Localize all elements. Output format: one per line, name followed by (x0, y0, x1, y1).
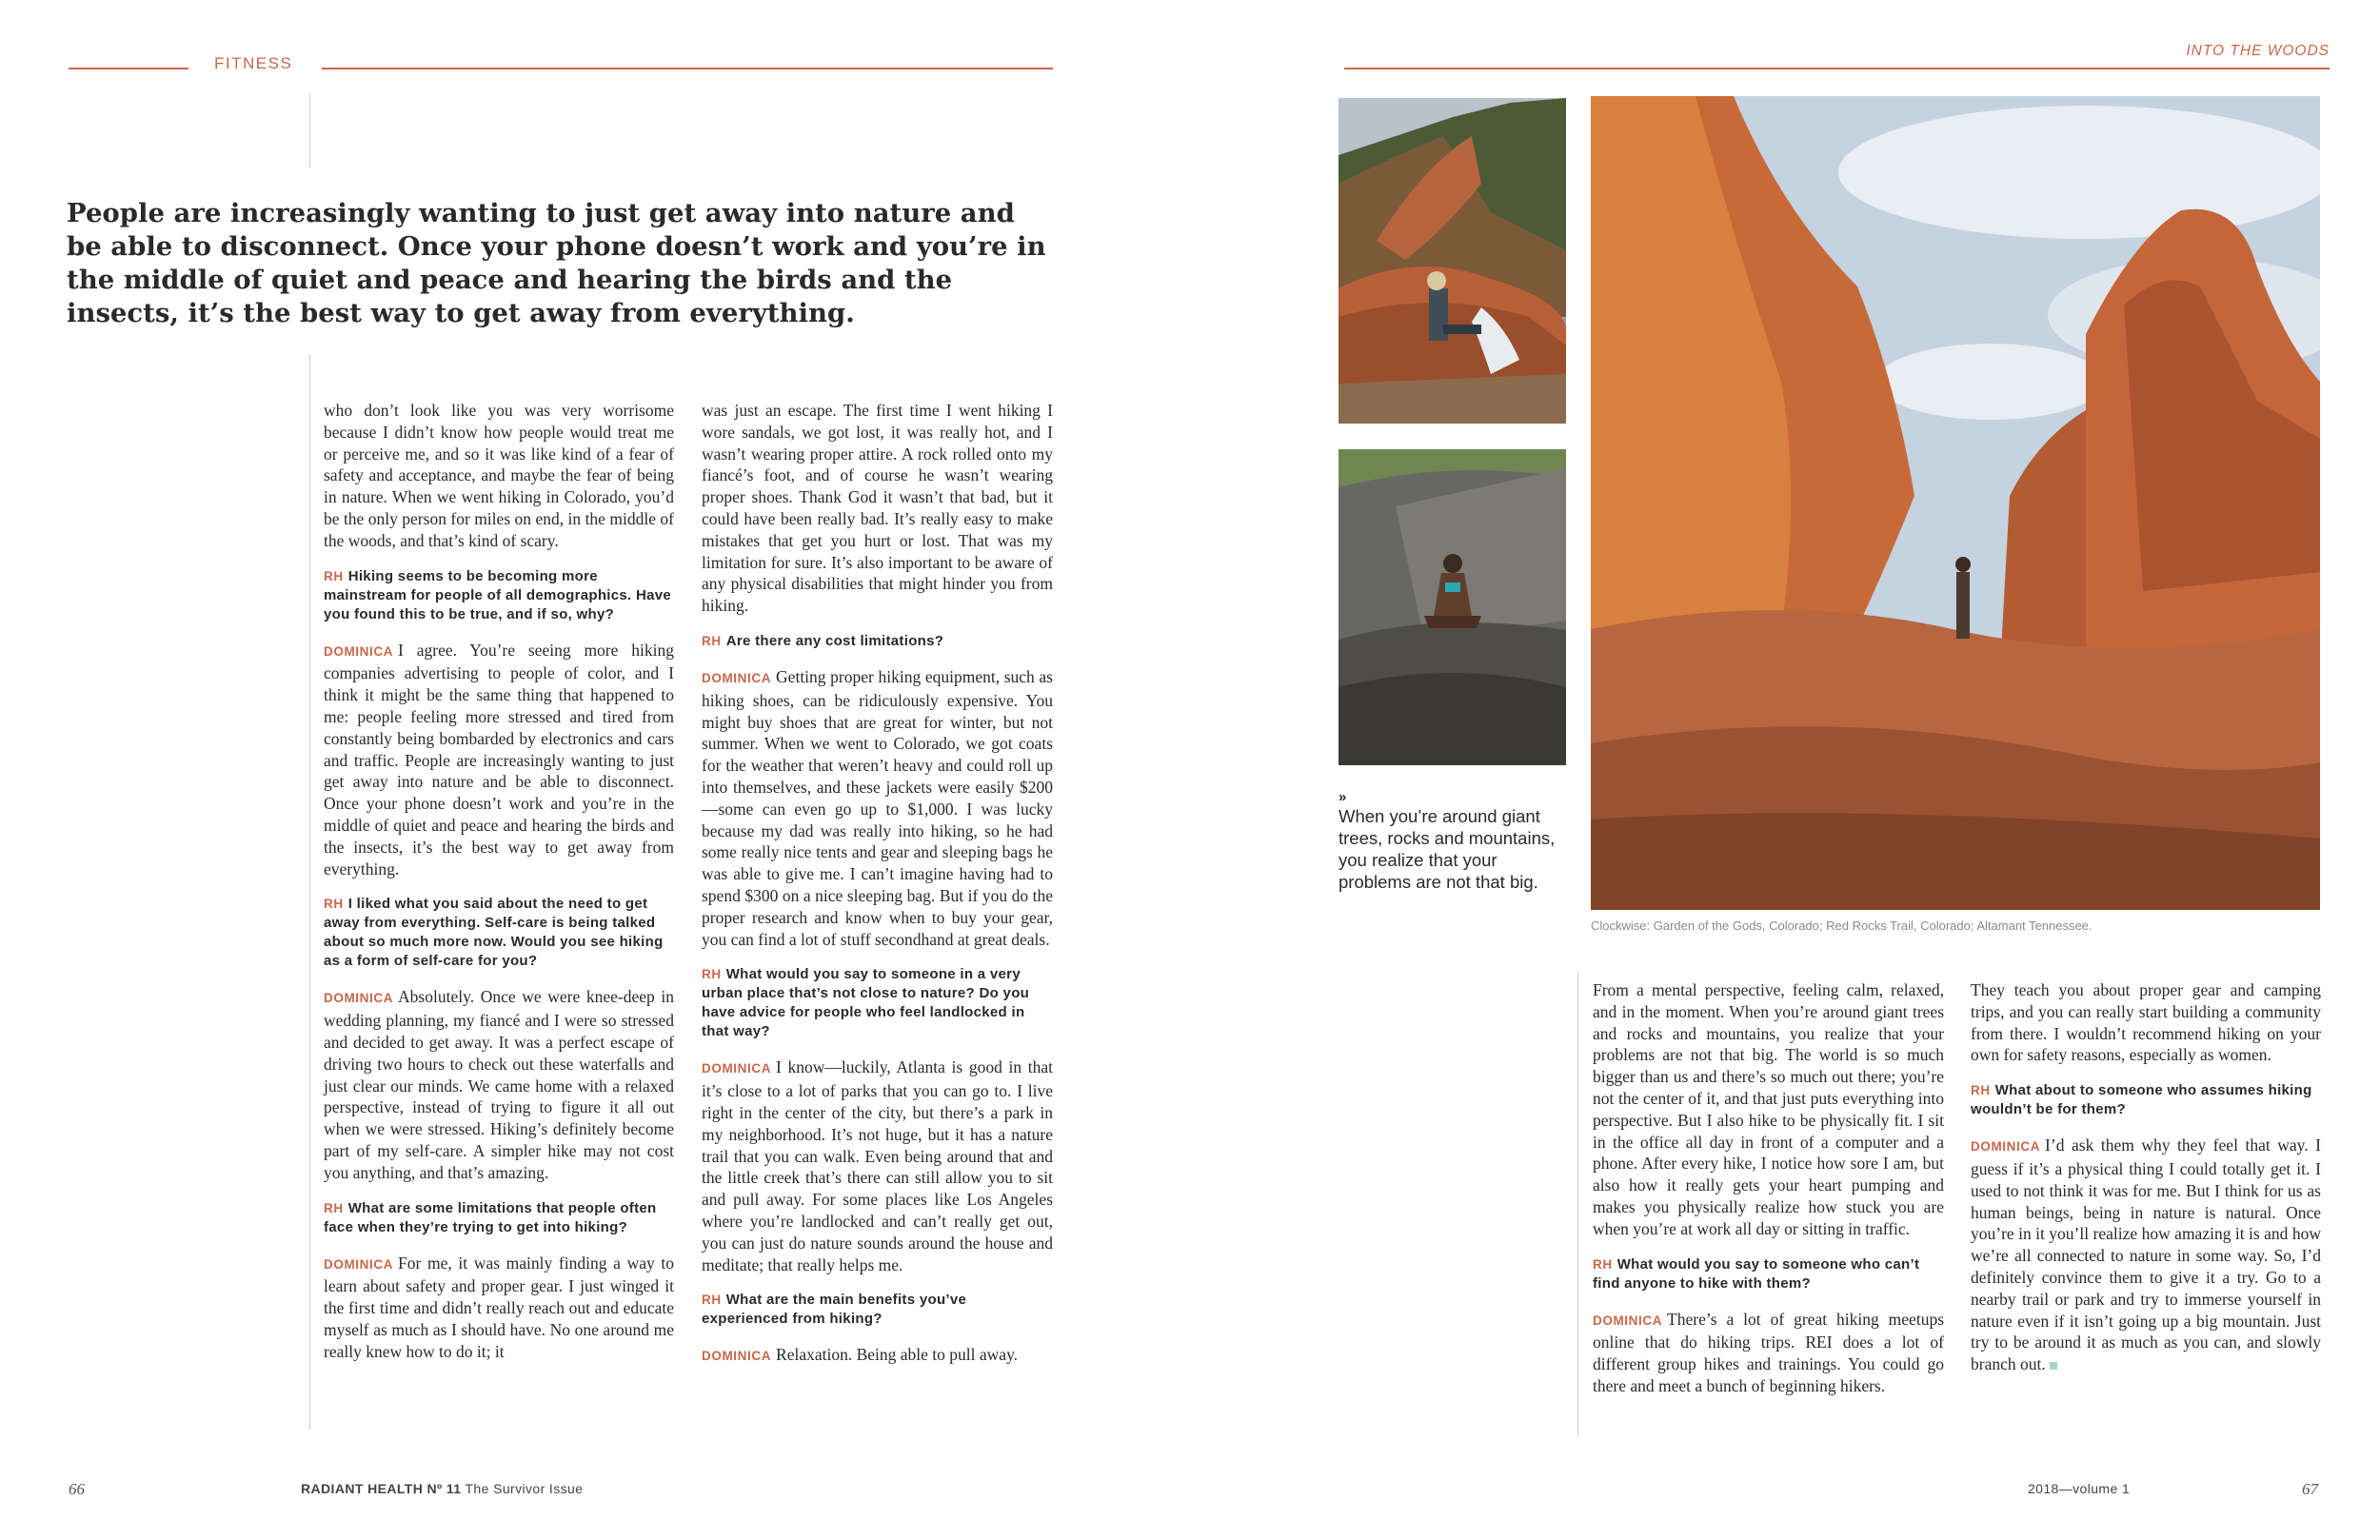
interview-question (324, 567, 674, 624)
footer-volume: 2018—volume 1 (2028, 1481, 2131, 1496)
footer-publication-name: RADIANT HEALTH (301, 1481, 424, 1496)
aside-text: When you’re around giant trees, rocks and mountains, you realize that your problems are not that big. (1339, 806, 1556, 892)
interview-question (324, 1199, 674, 1237)
photo-garden-of-the-gods-image (1591, 96, 2320, 910)
paragraph-text: What are the main benefits you’ve experienced from hiking? (702, 1292, 967, 1328)
photo-altamont-image (1339, 449, 1566, 765)
paragraph-text: I’d ask them why they feel that way. I guess if it’s a physical thing I could totally get it. I used to not think it was for me. But I think for us as human beings, being in nature is natural. Once you’re in it you’ll realize how amazing it is and how we’re all connected to nature in some way. So, I’d definitely convince them to give it a try. Go to a nearby trail or park and try to immerse yourself in nature even if it isn’t going up a big mountain. Just try to be around it as much as you can, and slowly branch out. (1971, 1135, 2321, 1374)
aside-mark: » (1339, 789, 1347, 805)
page-number-left: 66 (69, 1480, 85, 1498)
end-mark (2050, 1362, 2057, 1370)
paragraph-text: What would you say to someone who can’t find anyone to hike with them? (1593, 1255, 1920, 1292)
speaker-tag-dominica: DOMINICA (324, 1256, 394, 1272)
section-label-fitness: FITNESS (214, 54, 293, 72)
footer-publication (301, 1481, 583, 1496)
speaker-tag-rh: RH (702, 967, 722, 982)
column-rule-top (309, 93, 310, 168)
interview-question (324, 895, 674, 971)
paragraph-text: I agree. You’re seeing more hiking companies advertising to people of color, and I think it might be the same thing that happened to me: people feeling more stressed and tired from constantly being bombarded by electronics and cars and traffic. People are increasingly wanting to just get away into nature and be able to disconnect. Once your phone doesn’t work and you’re in the middle of quiet and peace and hearing the birds and the insects, it’s the best way to get away from everything. (324, 640, 674, 879)
speaker-tag-rh: RH (1593, 1256, 1613, 1272)
interview-answer (1971, 1135, 2321, 1375)
paragraph-text: I liked what you said about the need to get away from everything. Self-care is being talked about so much more now. Would you see hiking as a form of self-care for you? (324, 896, 664, 970)
paragraph-text: who don’t look like you was very worrisome because I didn’t know how people would treat me or perceive me, and so it was like kind of a fear of safety and acceptance, and maybe the fear of being in nature. When we went hiking in Colorado, you’d be the only person for miles on end, in the middle of the woods, and that’s kind of scary. (324, 401, 674, 550)
speaker-tag-rh: RH (702, 1293, 722, 1308)
photo-caption: Clockwise: Garden of the Gods, Colorado; Red Rocks Trail, Colorado; Altamant Tennessee. (1591, 918, 2092, 933)
interview-answer (324, 1253, 674, 1363)
photo-garden-of-the-gods (1591, 96, 2320, 910)
body-paragraph (1971, 979, 2321, 1066)
body-paragraph (324, 400, 674, 552)
speaker-tag-dominica: DOMINICA (702, 1349, 772, 1364)
header-rule-right (1344, 68, 2330, 69)
paragraph-text: was just an escape. The first time I went hiking I wore sandals, we got lost, it was really hot, and I wasn’t wearing proper attire. A rock rolled onto my fiancé’s foot, and of course he wasn’t wearing proper shoes. Thank God it wasn’t that bad, but it could have been really bad. It’s really easy to make mistakes that get you hurt or lost. That was my limitation for sure. It’s also important to be aware of any physical disabilities that might hinder you from hiking. (702, 401, 1053, 616)
article-column-2 (702, 400, 1053, 1383)
interview-answer (702, 666, 1053, 950)
paragraph-text: Hiking seems to be becoming more mainstream for people of all demographics. Have you found this to be true, and if so, why? (324, 567, 672, 622)
paragraph-text: There’s a lot of great hiking meetups online that do hiking trips. REI does a lot of different group hikes and trainings. You could go there and meet a bunch of beginning hikers. (1593, 1309, 1944, 1395)
paragraph-text: Getting proper hiking equipment, such as hiking shoes, can be ridiculously expensive. You might buy shoes that are great for winter, but not summer. When we went to Colorado, we got coats for the weather that weren’t heavy and could roll up into themselves, and these jackets were easily $200—some can even go up to $1,000. I was lucky because my dad was really into hiking, so he had some really nice tents and gear and sleeping bags he was able to give me. I can’t imagine having had to spend $300 on a nice sleeping bag. But if you do the proper research and know when to buy your gear, you can find a lot of stuff secondhand at great deals. (702, 666, 1053, 949)
interview-question (1593, 1255, 1944, 1293)
speaker-tag-dominica: DOMINICA (1971, 1139, 2041, 1155)
paragraph-text: Absolutely. Once we were knee-deep in wedding planning, my fiancé and I were so stressed and decided to get away. It was a perfect escape of driving two hours to check out these waterfalls and just clear our minds. We came home with a relaxed perspective, instead of trying to figure it all out when we were stressed. Hiking’s definitely become part of my self-care. A simpler hike may not cost you anything, and that’s amazing. (324, 987, 674, 1182)
header-rule-left-long (322, 68, 1053, 69)
photo-altamont-tennessee (1339, 449, 1566, 765)
pull-quote: People are increasingly wanting to just get away into nature and be able to disconnect. Once your phone doesn’t work and you’re in the middle of quiet and peace and hearing the birds and the insects, it’s the best way to get away from everything. (67, 198, 1046, 328)
speaker-tag-dominica: DOMINICA (1593, 1313, 1663, 1328)
column-rule-left (309, 354, 310, 1430)
interview-answer (702, 1344, 1053, 1368)
paragraph-text: What would you say to someone in a very urban place that’s not close to nature? Do you have advice for people who feel landlocked in that way? (702, 966, 1030, 1040)
photo-red-rocks-image (1339, 98, 1566, 424)
interview-answer (324, 986, 674, 1183)
speaker-tag-rh: RH (1971, 1083, 1991, 1098)
speaker-tag-dominica: DOMINICA (324, 643, 394, 659)
paragraph-text: What are some limitations that people often face when they’re trying to get into hiking? (324, 1199, 657, 1235)
paragraph-text: I know—luckily, Atlanta is good in that it’s close to a lot of parks that you can go to. I live right in the center of the city, but there’s a park in my neighborhood. It’s not huge, but it has a nature trail that you can walk. Even being around that and the little creek that’s there can still allow you to sit and pull away. For some places like Los Angeles where you’re landlocked and can’t really get out, you can just do nature sounds around the house and meditate; that really helps me. (702, 1057, 1053, 1274)
page-number-right: 67 (2302, 1480, 2318, 1498)
paragraph-text: Relaxation. Being able to pull away. (776, 1345, 1019, 1365)
speaker-tag-rh: RH (324, 897, 344, 912)
speaker-tag-rh: RH (324, 568, 344, 583)
body-paragraph (1593, 979, 1944, 1240)
paragraph-text: For me, it was mainly finding a way to learn about safety and proper gear. I just winged it the first time and didn’t really reach out and educate myself as much as I should have. No one around me really knew how to do it; it (324, 1253, 674, 1361)
paragraph-text: They teach you about proper gear and camping trips, and you can really start building a community from there. I wouldn’t recommend hiking on your own for safety reasons, especially as women. (1971, 980, 2321, 1065)
section-label-into-the-woods: INTO THE WOODS (2186, 43, 2330, 59)
body-paragraph (702, 400, 1053, 617)
speaker-tag-dominica: DOMINICA (324, 991, 394, 1006)
interview-question (1971, 1081, 2321, 1119)
article-column-1 (324, 400, 674, 1378)
speaker-tag-dominica: DOMINICA (702, 1061, 772, 1076)
interview-question (702, 965, 1053, 1041)
header-rule-left-short (69, 68, 188, 69)
interview-answer (702, 1056, 1053, 1275)
interview-answer (324, 640, 674, 880)
speaker-tag-dominica: DOMINICA (702, 670, 772, 685)
article-column-4 (1971, 979, 2321, 1391)
aside-quote (1339, 790, 1565, 893)
speaker-tag-rh: RH (702, 633, 722, 648)
interview-answer (1593, 1309, 1944, 1397)
speaker-tag-rh: RH (324, 1200, 344, 1215)
paragraph-text: Are there any cost limitations? (725, 632, 944, 649)
footer-issue-title: The Survivor Issue (465, 1481, 584, 1496)
footer-issue-number: Nº 11 (426, 1481, 462, 1496)
paragraph-text: From a mental perspective, feeling calm, relaxed, and in the moment. When you’re around giant trees and rocks and mountains, you realize that your problems are not that big. The world is so much bigger than us and there’s so much out there; you’re not the center of it, and that just puts everything into perspective. But I also hike to be physically fit. I sit in the office all day in front of a computer and a phone. After every hike, I notice how sore I am, but also how it really gets your heart pumping and makes you physically realize how stuck you are when you’re at work all day or sitting in traffic. (1593, 980, 1944, 1238)
article-column-3 (1593, 979, 1944, 1412)
paragraph-text: What about to someone who assumes hiking wouldn’t be for them? (1971, 1082, 2312, 1118)
interview-question (702, 632, 1053, 651)
interview-question (702, 1291, 1053, 1329)
photo-red-rocks-trail (1339, 98, 1566, 424)
column-rule-right-page (1577, 971, 1578, 1437)
